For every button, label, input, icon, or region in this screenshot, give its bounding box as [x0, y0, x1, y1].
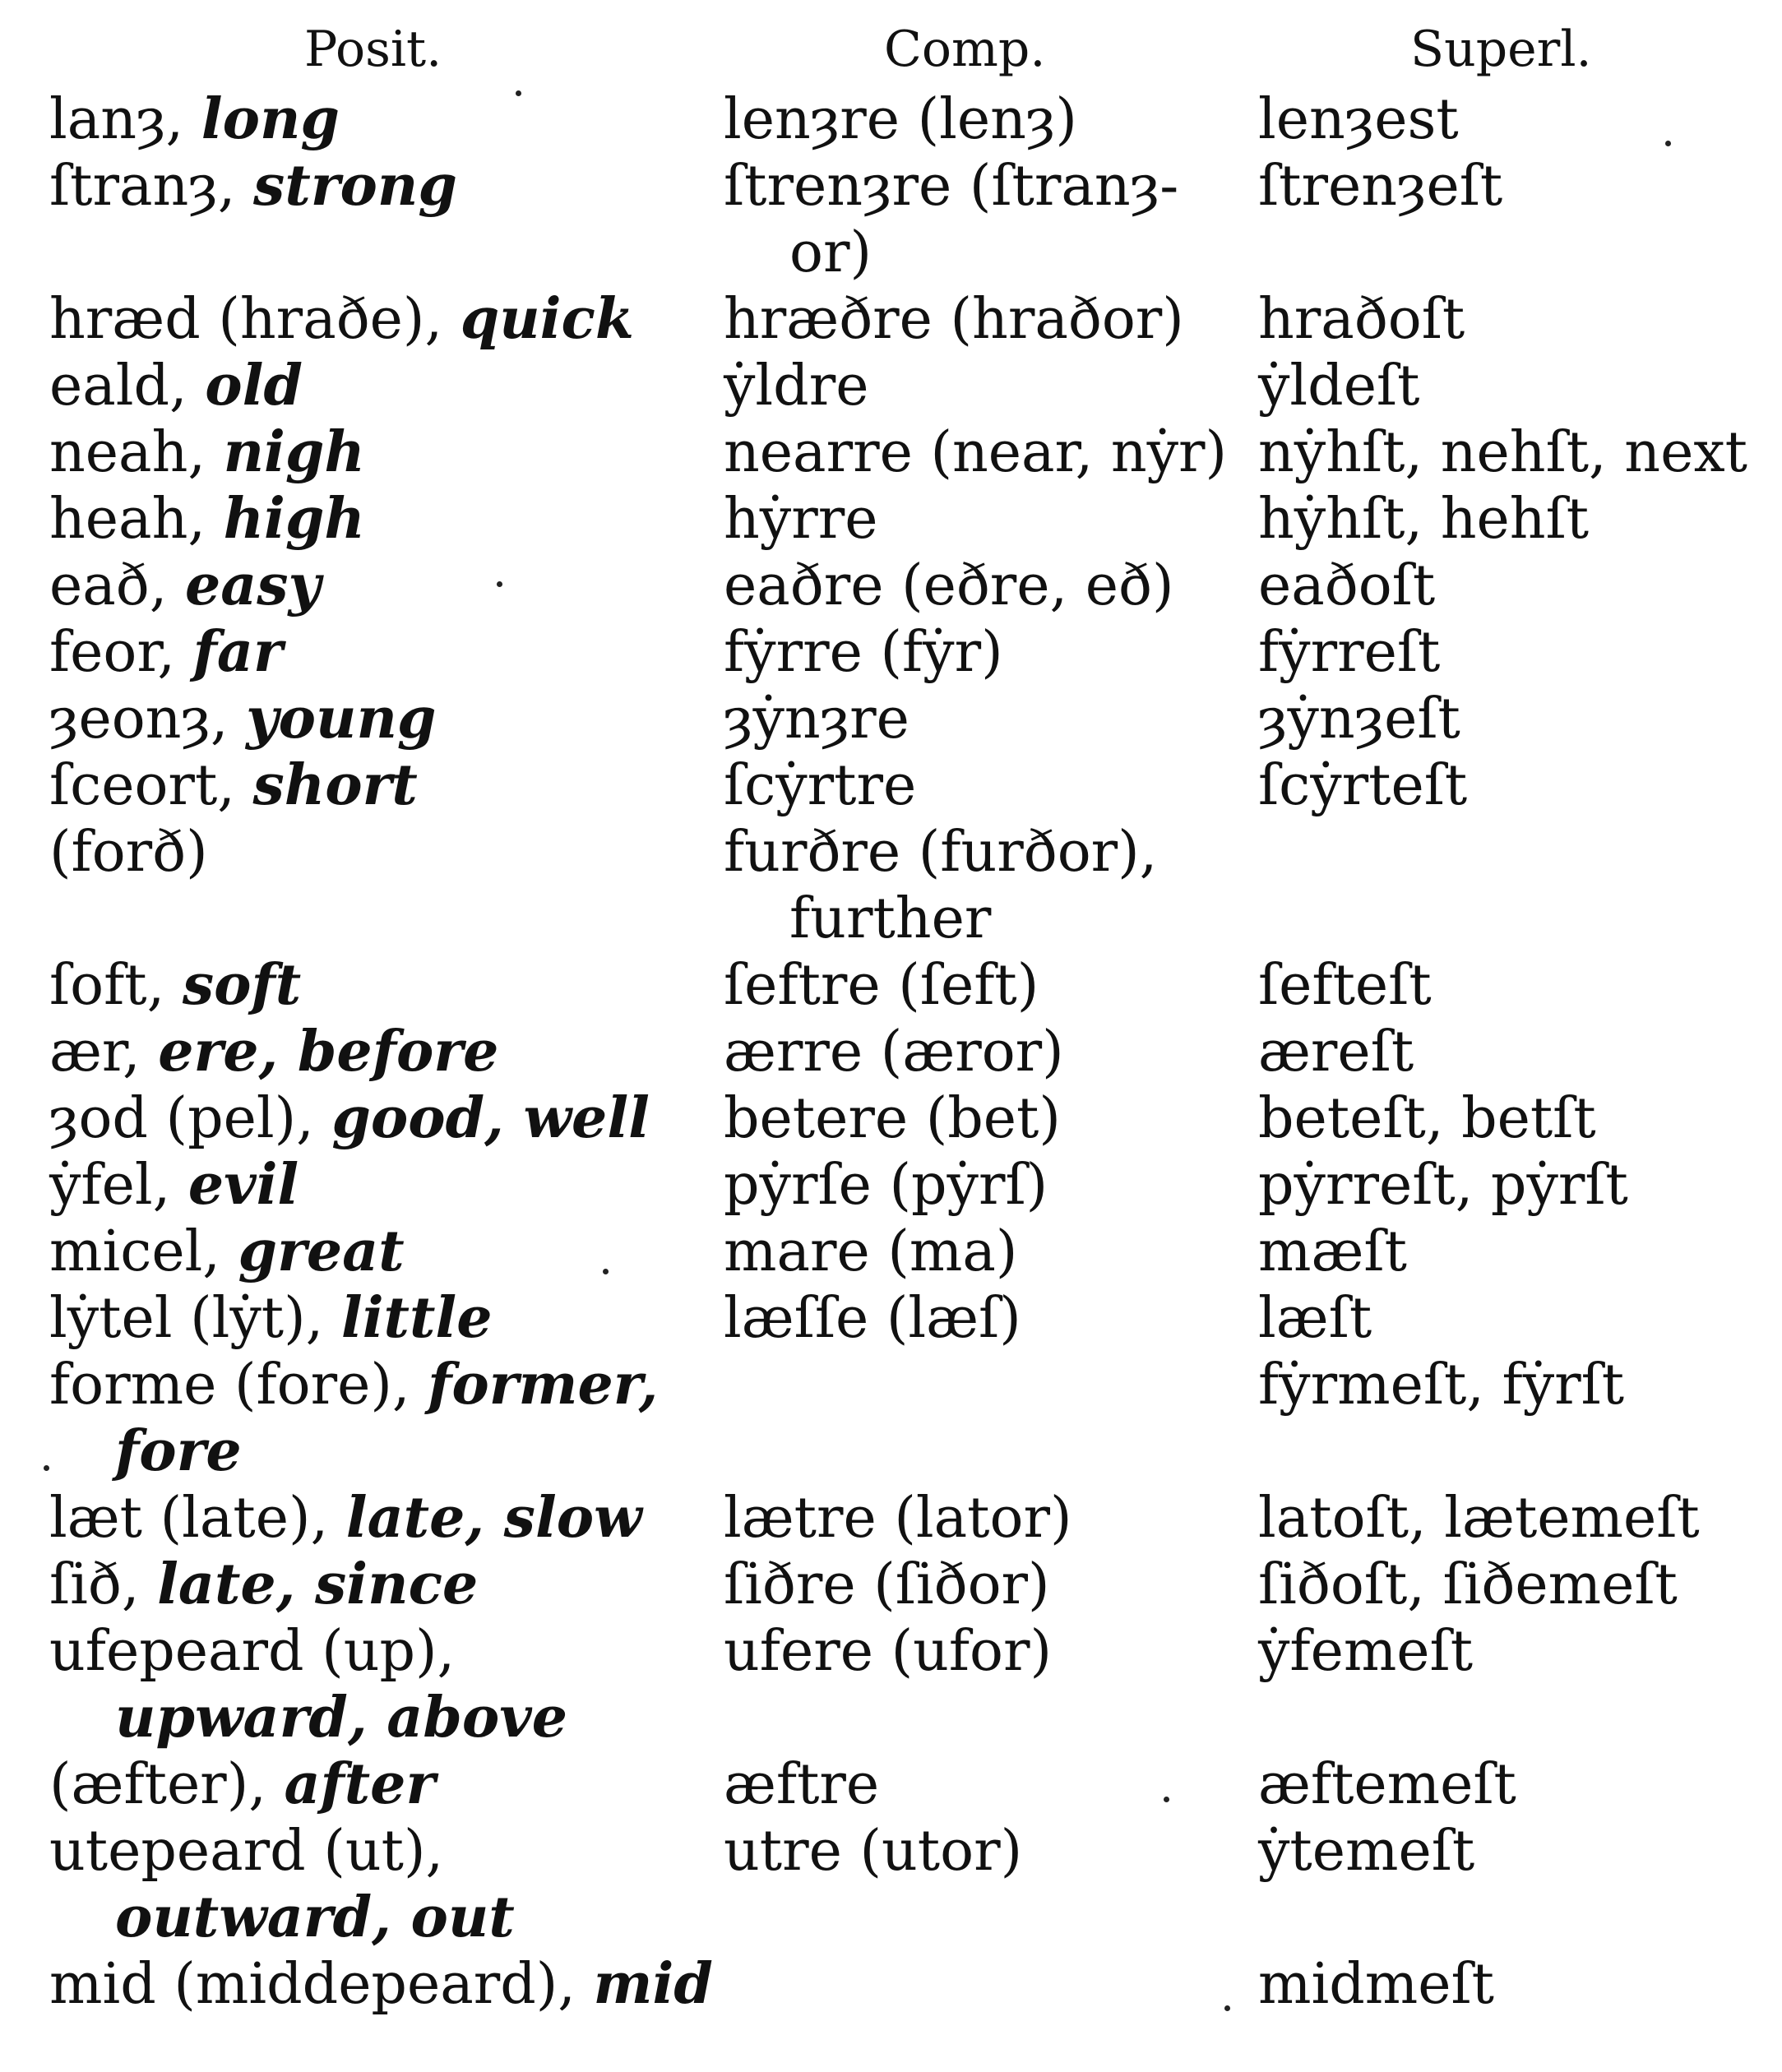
- positive-cell: [49, 1618, 724, 1751]
- comparative-cell: [724, 1818, 1258, 1951]
- positive-cell: [49, 1085, 724, 1152]
- comparative-form: betere (bet): [724, 1086, 1061, 1151]
- positive-cell: [49, 286, 724, 353]
- comparative-cell: [724, 86, 1258, 153]
- superlative-cell: [1258, 1019, 1760, 1085]
- positive-word: forme (fore),: [49, 1353, 428, 1418]
- superlative-form: ẏtemeſt: [1258, 1819, 1475, 1884]
- superlative-form: ſcẏrteſt: [1258, 753, 1468, 818]
- superlative-form: æftemeſt: [1258, 1752, 1516, 1817]
- positive-word: feor,: [49, 620, 193, 685]
- comparative-form: ſcẏrtre: [724, 753, 917, 818]
- positive-gloss: strong: [253, 153, 457, 219]
- positive-cell: [49, 486, 724, 553]
- table-body: [49, 86, 1760, 2018]
- positive-word: lẏtel (lẏt),: [49, 1286, 341, 1351]
- table-row: [49, 752, 1760, 819]
- superlative-form: hẏhſt, hehſt: [1258, 487, 1590, 552]
- positive-cell: [49, 1219, 724, 1285]
- table-row: [49, 1552, 1760, 1618]
- positive-word: utepeard (ut),: [49, 1819, 444, 1884]
- positive-gloss: long: [201, 86, 340, 152]
- positive-cell: [49, 619, 724, 686]
- print-speck: [497, 581, 502, 587]
- positive-gloss: after: [284, 1751, 436, 1817]
- positive-word: ſtranȝ,: [49, 154, 254, 219]
- comparative-cell: [724, 952, 1258, 1019]
- positive-cell: [49, 553, 724, 619]
- superlative-cell: [1258, 553, 1760, 619]
- superlative-cell: [1258, 1951, 1760, 2018]
- comparative-cell: [724, 1152, 1258, 1219]
- print-speck: [44, 1465, 49, 1471]
- superlative-cell: [1258, 1552, 1760, 1618]
- print-speck: [1224, 2005, 1230, 2011]
- positive-word: heah,: [49, 487, 224, 552]
- positive-cell: [49, 1552, 724, 1618]
- superlative-cell: [1258, 1751, 1760, 1818]
- superlative-cell: [1258, 686, 1760, 752]
- superlative-form: beteſt, betſt: [1258, 1086, 1596, 1151]
- comparative-cell: [724, 1352, 1258, 1485]
- positive-entry: [49, 1618, 724, 1751]
- comparative-cell: [724, 419, 1258, 486]
- positive-entry: [49, 153, 724, 220]
- header-comparative: Comp.: [884, 21, 1046, 78]
- comparative-form: hẏrre: [724, 487, 878, 552]
- positive-entry: [49, 86, 724, 153]
- positive-gloss: little: [340, 1285, 493, 1351]
- superlative-cell: [1258, 752, 1760, 819]
- table-row: [49, 486, 1760, 553]
- comparative-form: eaðre (eðre, eð): [724, 553, 1174, 618]
- positive-gloss: ere, before: [158, 1019, 499, 1085]
- positive-word: lanȝ,: [49, 87, 201, 152]
- comparative-cell: [724, 1552, 1258, 1618]
- positive-word: ẏfel,: [49, 1153, 188, 1218]
- positive-word: eað,: [49, 553, 185, 618]
- table-row: [49, 419, 1760, 486]
- superlative-form: midmeſt: [1258, 1952, 1494, 2017]
- superlative-form: lenȝest: [1258, 87, 1459, 152]
- superlative-form: ſiðoſt, ſiðemeſt: [1258, 1552, 1678, 1617]
- comparative-form: nearre (near, nẏr): [724, 420, 1228, 485]
- positive-entry: [49, 1152, 724, 1219]
- positive-cell: [49, 1951, 724, 2018]
- positive-gloss: nigh: [223, 419, 365, 485]
- positive-word: (forð): [49, 820, 208, 885]
- table-row: [49, 1751, 1760, 1818]
- comparative-cell: [724, 619, 1258, 686]
- superlative-cell: [1258, 1352, 1760, 1485]
- comparative-cell: [724, 1951, 1258, 2018]
- positive-cell: [49, 952, 724, 1019]
- table-row: [49, 1152, 1760, 1219]
- positive-word: ſoft,: [49, 953, 183, 1018]
- positive-gloss: old: [205, 353, 303, 419]
- comparative-cell: [724, 1019, 1258, 1085]
- positive-gloss: late, since: [157, 1552, 479, 1617]
- table-row: [49, 553, 1760, 619]
- comparative-form: hræðre (hraðor): [724, 287, 1184, 352]
- positive-cell: [49, 1751, 724, 1818]
- positive-cell: [49, 1818, 724, 1951]
- positive-cell: [49, 1285, 724, 1352]
- positive-gloss: outward, out: [115, 1885, 515, 1950]
- comparative-cell: [724, 1285, 1258, 1352]
- positive-word: ſceort,: [49, 753, 253, 818]
- print-speck: [1665, 141, 1671, 146]
- print-speck: [603, 1269, 609, 1274]
- positive-entry: [49, 619, 724, 686]
- superlative-form: ȝẏnȝeſt: [1258, 687, 1460, 752]
- superlative-cell: [1258, 1152, 1760, 1219]
- comparative-form: ærre (æror): [724, 1020, 1064, 1085]
- superlative-cell: [1258, 353, 1760, 419]
- superlative-form: ẏfemeſt: [1258, 1619, 1474, 1684]
- comparative-cell: [724, 752, 1258, 819]
- table-row: [49, 952, 1760, 1019]
- positive-cell: [49, 1352, 724, 1485]
- positive-cell: [49, 353, 724, 419]
- comparative-form: lenȝre (lenȝ): [724, 87, 1077, 152]
- comparative-form: ſeftre (ſeft): [724, 953, 1039, 1018]
- positive-gloss: soft: [182, 952, 302, 1018]
- superlative-cell: [1258, 1085, 1760, 1152]
- positive-word: læt (late),: [49, 1486, 346, 1551]
- positive-word: ær,: [49, 1020, 159, 1085]
- comparative-form: ȝẏnȝre: [724, 687, 910, 752]
- comparative-form: ſiðre (ſiðor): [724, 1552, 1050, 1617]
- positive-gloss: former, fore: [115, 1352, 659, 1484]
- comparative-cell: [724, 286, 1258, 353]
- positive-entry: [49, 1085, 724, 1152]
- table-row: [49, 153, 1760, 286]
- superlative-cell: [1258, 1485, 1760, 1552]
- positive-entry: [49, 752, 724, 819]
- table-row: [49, 1618, 1760, 1751]
- positive-entry: [49, 286, 724, 353]
- positive-word: micel,: [49, 1219, 238, 1284]
- positive-word: ȝod (pel),: [49, 1086, 332, 1151]
- positive-gloss: upward, above: [115, 1685, 568, 1751]
- table-row: [49, 86, 1760, 153]
- comparative-form: mare (ma): [724, 1219, 1018, 1284]
- superlative-cell: [1258, 286, 1760, 353]
- comparative-cell: [724, 553, 1258, 619]
- positive-gloss: mid: [593, 1951, 713, 2017]
- positive-entry: [49, 952, 724, 1019]
- table-row: [49, 1352, 1760, 1485]
- comparative-cell: [724, 486, 1258, 553]
- comparative-cell: [724, 1618, 1258, 1751]
- positive-cell: [49, 1485, 724, 1552]
- comparative-form: æftre: [724, 1752, 880, 1817]
- comparative-cell: [724, 1485, 1258, 1552]
- comparative-form: ſtrenȝre (ſtranȝ-or): [724, 154, 1179, 285]
- comparative-form: lætre (lator): [724, 1486, 1072, 1551]
- positive-gloss: easy: [184, 553, 322, 618]
- positive-gloss: young: [246, 686, 437, 752]
- superlative-form: eaðoſt: [1258, 553, 1436, 618]
- positive-entry: [49, 353, 724, 419]
- positive-entry: [49, 1751, 724, 1818]
- superlative-form: fẏrreſt: [1258, 620, 1441, 685]
- positive-entry: [49, 1285, 724, 1352]
- comparative-cell: [724, 1219, 1258, 1285]
- positive-word: hræd (hraðe),: [49, 287, 461, 352]
- superlative-form: pẏrreſt, pẏrſt: [1258, 1153, 1628, 1218]
- positive-entry: [49, 1019, 724, 1085]
- print-speck: [516, 90, 521, 96]
- print-speck: [1164, 1797, 1169, 1802]
- positive-cell: [49, 686, 724, 752]
- positive-gloss: far: [192, 619, 283, 685]
- positive-entry: [49, 686, 724, 752]
- table-row: [49, 286, 1760, 353]
- superlative-cell: [1258, 153, 1760, 286]
- positive-entry: [49, 1552, 724, 1618]
- comparative-cell: [724, 1751, 1258, 1818]
- positive-gloss: good, well: [331, 1085, 650, 1151]
- positive-word: ȝeonȝ,: [49, 687, 247, 752]
- table-row: [49, 619, 1760, 686]
- positive-entry: [49, 1352, 724, 1485]
- positive-entry: [49, 1485, 724, 1552]
- positive-cell: [49, 1152, 724, 1219]
- positive-gloss: evil: [187, 1152, 299, 1218]
- positive-gloss: great: [238, 1219, 405, 1284]
- positive-gloss: short: [252, 752, 418, 818]
- comparative-form: ufere (ufor): [724, 1619, 1053, 1684]
- positive-entry: [49, 486, 724, 553]
- superlative-form: hraðoſt: [1258, 287, 1465, 352]
- table-row: [49, 1485, 1760, 1552]
- positive-entry: [49, 1818, 724, 1951]
- positive-cell: [49, 86, 724, 153]
- comparative-form: ẏldre: [724, 354, 869, 419]
- header-row: [49, 16, 1760, 86]
- superlative-form: latoſt, lætemeſt: [1258, 1486, 1700, 1551]
- superlative-form: læſt: [1258, 1286, 1372, 1351]
- table-row: [49, 1019, 1760, 1085]
- superlative-cell: [1258, 952, 1760, 1019]
- table-row: [49, 1219, 1760, 1285]
- superlative-form: fẏrmeſt, fẏrſt: [1258, 1353, 1625, 1418]
- header-superlative: Superl.: [1410, 21, 1592, 78]
- superlative-cell: [1258, 1285, 1760, 1352]
- comparative-form: furðre (furðor), further: [724, 820, 1158, 951]
- comparative-cell: [724, 153, 1258, 286]
- comparison-table: [49, 16, 1760, 2018]
- table-row: [49, 1285, 1760, 1352]
- table-row: [49, 1951, 1760, 2018]
- comparative-cell: [724, 1085, 1258, 1152]
- header-positive: Posit.: [304, 21, 442, 78]
- positive-gloss: high: [223, 486, 365, 552]
- table-row: [49, 1085, 1760, 1152]
- superlative-cell: [1258, 1818, 1760, 1951]
- positive-word: neah,: [49, 420, 224, 485]
- comparative-form: fẏrre (fẏr): [724, 620, 1003, 685]
- superlative-form: ẏldeſt: [1258, 354, 1420, 419]
- superlative-cell: [1258, 86, 1760, 153]
- superlative-form: ſefteſt: [1258, 953, 1432, 1018]
- positive-gloss: late, slow: [345, 1485, 642, 1551]
- comparative-cell: [724, 686, 1258, 752]
- superlative-cell: [1258, 1219, 1760, 1285]
- positive-word: (æfter),: [49, 1752, 285, 1817]
- positive-word: ufepeard (up),: [49, 1619, 456, 1684]
- table-row: [49, 819, 1760, 952]
- superlative-cell: [1258, 419, 1760, 486]
- superlative-form: æreſt: [1258, 1020, 1414, 1085]
- superlative-cell: [1258, 819, 1760, 952]
- positive-cell: [49, 752, 724, 819]
- table-row: [49, 686, 1760, 752]
- positive-word: mid (middepeard),: [49, 1952, 594, 2017]
- positive-entry: [49, 553, 724, 619]
- table-row: [49, 353, 1760, 419]
- positive-word: ſið,: [49, 1552, 158, 1617]
- positive-cell: [49, 819, 724, 952]
- comparative-form: utre (utor): [724, 1819, 1023, 1884]
- superlative-cell: [1258, 486, 1760, 553]
- superlative-form: nẏhſt, nehſt, next: [1258, 420, 1747, 485]
- positive-cell: [49, 1019, 724, 1085]
- comparative-form: pẏrſe (pẏrſ): [724, 1153, 1048, 1218]
- positive-entry: [49, 419, 724, 486]
- comparative-cell: [724, 353, 1258, 419]
- table-row: [49, 1818, 1760, 1951]
- positive-entry: [49, 1951, 724, 2018]
- superlative-cell: [1258, 1618, 1760, 1751]
- superlative-form: ſtrenȝeſt: [1258, 154, 1503, 219]
- positive-cell: [49, 153, 724, 286]
- positive-entry: [49, 1219, 724, 1285]
- superlative-cell: [1258, 619, 1760, 686]
- positive-gloss: quick: [460, 286, 635, 352]
- positive-entry: [49, 819, 724, 886]
- superlative-form: mæſt: [1258, 1219, 1407, 1284]
- comparative-form: læſſe (læſ): [724, 1286, 1021, 1351]
- positive-word: eald,: [49, 354, 206, 419]
- comparative-cell: [724, 819, 1258, 952]
- positive-cell: [49, 419, 724, 486]
